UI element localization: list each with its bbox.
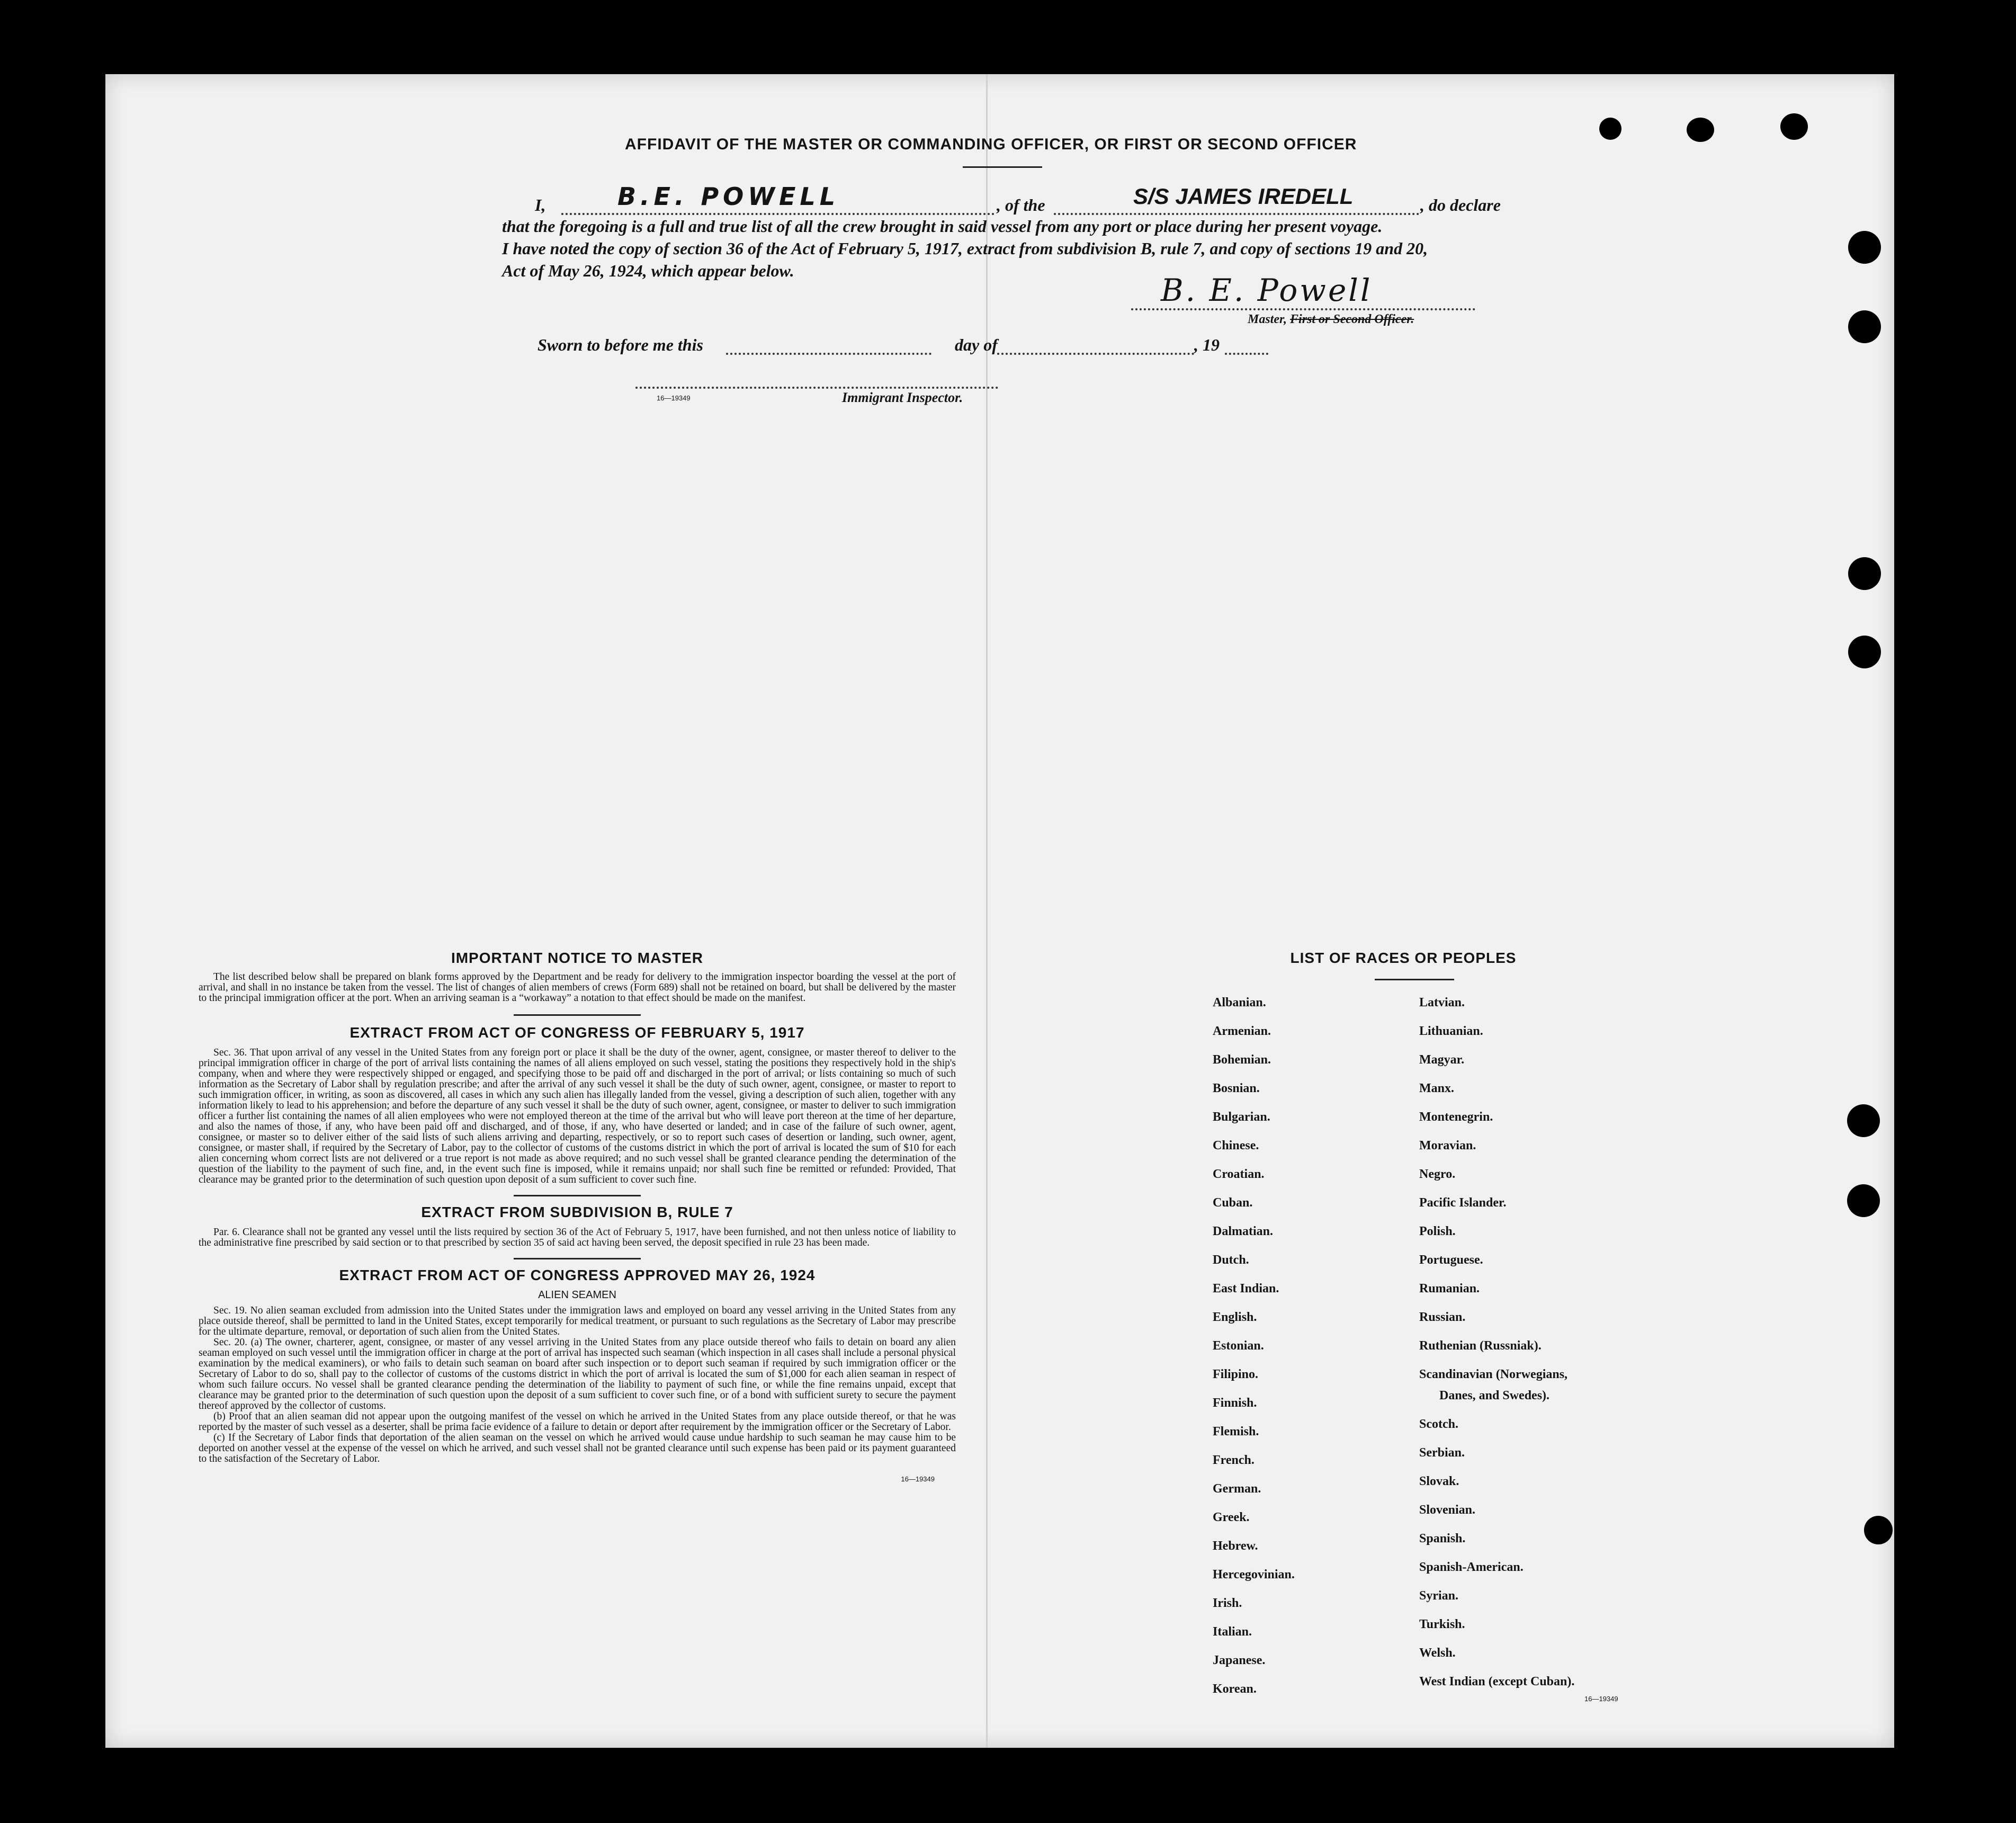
race-item: Italian.: [1213, 1625, 1252, 1639]
sworn-label: Sworn to before me this: [537, 335, 703, 354]
sworn-year-field[interactable]: [1225, 334, 1268, 355]
section-20c-text: (c) If the Secretary of Labor finds that deportation of the alien seaman on the vessel on which he arrived would cause undue hardship to such seaman he may cause him to be deported on another vessel at the expense of the vessel on which he arrived, and such vessel shall not be granted clearance until such expense has been paid or its payment guaranteed to the satisfaction of the Secretary of Labor.: [199, 1432, 956, 1464]
race-item: Serbian.: [1419, 1446, 1465, 1460]
inspector-label: Immigrant Inspector.: [842, 390, 963, 405]
extract-form-number: 16—19349: [901, 1475, 935, 1483]
extract-1917-title: EXTRACT FROM ACT OF CONGRESS OF FEBRUARY 5, 1917: [350, 1024, 805, 1041]
sworn-month-field[interactable]: [997, 334, 1194, 355]
race-item: Hercegovinian.: [1213, 1568, 1295, 1581]
page-fold: [986, 74, 988, 1748]
punch-hole: [1864, 1516, 1893, 1544]
race-item: Pacific Islander.: [1419, 1196, 1507, 1210]
race-item: Scotch.: [1419, 1417, 1458, 1431]
race-item: Greek.: [1213, 1511, 1250, 1524]
officer-name-value: B.E. POWELL: [617, 182, 840, 211]
master-signature-field[interactable]: [1131, 272, 1475, 310]
extract-rule7-title: EXTRACT FROM SUBDIVISION B, RULE 7: [421, 1204, 733, 1220]
race-item: Irish.: [1213, 1596, 1242, 1610]
extract-1924-subtitle: ALIEN SEAMEN: [538, 1289, 616, 1301]
races-title: LIST OF RACES OR PEOPLES: [1290, 950, 1517, 966]
race-item: Spanish-American.: [1419, 1560, 1524, 1574]
punch-hole: [1848, 557, 1881, 590]
divider: [514, 1258, 641, 1259]
punch-hole: [1780, 113, 1808, 140]
race-item: French.: [1213, 1453, 1255, 1467]
race-item: Croatian.: [1213, 1167, 1265, 1181]
race-item: Slovenian.: [1419, 1503, 1476, 1517]
master-label: Master,: [1248, 312, 1287, 326]
master-signature: B. E. Powell: [1161, 272, 1373, 308]
race-item: Slovak.: [1419, 1475, 1459, 1488]
race-item: Latvian.: [1419, 996, 1465, 1009]
notice-text: The list described below shall be prepared on blank forms approved by the Department and be ready for delivery to the immigration inspector boarding the vessel at the port of arrival, and shall in no instance be taken from the vessel. The list of changes of alien members of crews (Form 689) shall not be retained on board, but shall be delivered by the master to the principal immigration officer at the port. When an arriving seaman is a “workaway” a notation to that effect should be made on the manifest.: [199, 971, 956, 1004]
title-underline: [963, 166, 1042, 168]
notices-column: [199, 950, 956, 1483]
vessel-name-field[interactable]: [1054, 182, 1419, 215]
race-item: Turkish.: [1419, 1618, 1465, 1631]
extract-1917-text: Sec. 36. That upon arrival of any vessel in the United States from any foreign port or place it shall be the duty of the owner, agent, consignee, or master thereof to deliver to the principal immigration officer in charge of the port of arrival lists containing the names of all aliens employed on such vessel, stating the positions they respectively hold in the ship's company, when and where they were respectively shipped or engaged, and specifying those to be paid off and discharged in the port of arrival; or lists containing so much of such information as the Secretary of Labor shall by regulation prescribe; and after the arrival of any such vessel it shall be the duty of such owner, agent, consignee, or master to report to such immigration officer, in writing, as soon as discovered, all cases in which any such alien has illegally landed from the vessel, giving a description of such alien, together with any information likely to lead to his apprehension; and before the departure of any such vessel it shall be the duty of such owner, agent, consignee, or master to deliver to such immigration officer a further list containing the names of all alien employees who were not employed thereon at the time of the arrival but who will leave port thereon at the time of her departure, and also the names of those, if any, who have been paid off and discharged, and of those, if any, who have deserted or landed; and in case of the failure of such owner, agent, consignee, or master so to deliver either of the said lists of such aliens arriving and departing, respectively, or so to report such cases of desertion or landing, such owner, agent, consignee, or master shall, if required by the Secretary of Labor, pay to the collector of customs of the customs district in which the port of arrival is located the sum of $10 for each alien concerning whom correct lists are not delivered or a true report is not made as above required; and no such vessel shall be granted clearance pending the determination of the question of the liability to the payment of such fine, and, in the event such fine is imposed, while it remains unpaid; nor shall such fine be remitted or refunded: Provided, That clearance may be granted prior to the determination of such question upon deposit of a sum sufficient to cover such fine.: [199, 1047, 956, 1185]
race-item: Korean.: [1213, 1682, 1257, 1696]
struck-officer-label: First or Second Officer.: [1290, 312, 1414, 326]
race-item: Ruthenian (Russniak).: [1419, 1339, 1542, 1353]
declaration-pronoun: I,: [535, 195, 546, 215]
race-item: East Indian.: [1213, 1282, 1279, 1295]
race-item: Danes, and Swedes).: [1439, 1389, 1550, 1402]
race-item: Spanish.: [1419, 1532, 1466, 1545]
declaration-line-2: that the foregoing is a full and true list of all the crew brought in said vessel from any port or place during her present voyage.: [502, 217, 1383, 236]
inspector-signature-field[interactable]: [635, 381, 998, 389]
race-item: Moravian.: [1419, 1139, 1476, 1152]
affidavit-form-number: 16—19349: [657, 394, 691, 402]
race-item: Dutch.: [1213, 1253, 1249, 1267]
races-form-number: 16—19349: [1584, 1695, 1618, 1703]
document-page: [105, 74, 1894, 1748]
race-item: Japanese.: [1213, 1654, 1266, 1667]
race-item: Portuguese.: [1419, 1253, 1483, 1267]
race-item: Armenian.: [1213, 1024, 1271, 1038]
race-item: Finnish.: [1213, 1396, 1257, 1410]
affidavit-title: AFFIDAVIT OF THE MASTER OR COMMANDING OFFICER, OR FIRST OR SECOND OFFICER: [625, 136, 1357, 153]
races-right-column: [1419, 988, 1574, 1696]
punch-hole: [1848, 636, 1881, 668]
race-item: Filipino.: [1213, 1368, 1259, 1381]
section-20a-text: Sec. 20. (a) The owner, charterer, agent, consignee, or master of any vessel arriving in the United States from any place outside thereof who fails to detain on board any alien seaman employed on such vessel until the immigration officer in charge at the port of arrival has inspected such seaman (which inspection in all cases shall include a personal physical examination by the medical examiners), or who fails to detain such seaman on board after such inspection or to deport such seaman if required by such immigration officer or the Secretary of Labor to do so, shall pay to the collector of customs of the customs district in which the port of arrival is located the sum of $1,000 for each alien seaman in respect of whom such failure occurs. No vessel shall be granted clearance pending the determination of the liability to payment of such fine, or while the fine remains unpaid, except that clearance may be granted prior to the determination of such question upon the deposit of a sum sufficient to cover such fine, or of a bond with sufficient surety to secure the payment thereof approved by the collector of customs.: [199, 1337, 956, 1411]
sworn-day-field[interactable]: [726, 334, 931, 355]
section-19-text: Sec. 19. No alien seaman excluded from admission into the United States under the immigration laws and employed on board any vessel arriving in the United States from any place outside thereof, shall be permitted to land in the United States, except temporarily for medical treatment, or pursuant to such regulations as the Secretary of Labor may prescribe for the ultimate departure, removal, or deportation of such alien from the United States.: [199, 1305, 956, 1337]
divider: [514, 1195, 641, 1196]
race-item: Dalmatian.: [1213, 1225, 1273, 1238]
sworn-line: [537, 334, 1279, 360]
do-declare-label: , do declare: [1420, 195, 1501, 215]
race-item: Albanian.: [1213, 996, 1266, 1009]
day-of-label: day of: [955, 335, 998, 354]
race-item: Hebrew.: [1213, 1539, 1258, 1553]
race-item: Manx.: [1419, 1082, 1454, 1095]
punch-hole: [1847, 1184, 1880, 1217]
declaration-line-1: [535, 182, 1753, 214]
notice-title: IMPORTANT NOTICE TO MASTER: [451, 950, 704, 966]
punch-hole: [1687, 118, 1714, 142]
race-item: Scandinavian (Norwegians,: [1419, 1368, 1568, 1381]
punch-hole: [1848, 231, 1881, 264]
master-title-line: [1248, 312, 1414, 327]
section-20b-text: (b) Proof that an alien seaman did not appear upon the outgoing manifest of the vessel on which he arrived in the United States from any place outside thereof, or that he was reported by the master of such vessel as a deserter, shall be prima facie evidence of a failure to detain or deport after requirement by the immigration officer or the Secretary of Labor.: [199, 1411, 956, 1433]
race-item: Rumanian.: [1419, 1282, 1480, 1295]
races-left-column: [1213, 988, 1295, 1703]
race-item: Welsh.: [1419, 1646, 1456, 1660]
race-item: Bohemian.: [1213, 1053, 1271, 1067]
race-item: Syrian.: [1419, 1589, 1459, 1603]
race-item: Lithuanian.: [1419, 1024, 1483, 1038]
race-item: English.: [1213, 1310, 1257, 1324]
vessel-name-value: S/S JAMES IREDELL: [1133, 184, 1354, 209]
races-title-underline: [1375, 979, 1454, 980]
punch-hole: [1847, 1104, 1880, 1137]
race-item: Cuban.: [1213, 1196, 1253, 1210]
declaration-line-3: I have noted the copy of section 36 of the Act of February 5, 1917, extract from subdivision B, rule 7, and copy of sections 19 and 20,: [502, 239, 1428, 258]
race-item: Estonian.: [1213, 1339, 1264, 1353]
extract-1924-title: EXTRACT FROM ACT OF CONGRESS APPROVED MAY 26, 1924: [339, 1267, 816, 1283]
race-item: Negro.: [1419, 1167, 1456, 1181]
race-item: Magyar.: [1419, 1053, 1465, 1067]
officer-name-field[interactable]: [561, 182, 994, 215]
race-item: Flemish.: [1213, 1425, 1259, 1438]
race-item: German.: [1213, 1482, 1261, 1496]
punch-hole: [1848, 310, 1881, 343]
year-label: , 19: [1194, 335, 1220, 354]
race-item: Russian.: [1419, 1310, 1466, 1324]
declaration-line-4: Act of May 26, 1924, which appear below.: [502, 261, 794, 280]
race-item: Bulgarian.: [1213, 1110, 1270, 1124]
punch-hole: [1599, 118, 1621, 140]
race-item: Montenegrin.: [1419, 1110, 1493, 1124]
of-the-label: , of the: [997, 195, 1045, 215]
divider: [514, 1014, 641, 1016]
race-item: Chinese.: [1213, 1139, 1259, 1152]
race-item: Polish.: [1419, 1225, 1456, 1238]
extract-rule7-text: Par. 6. Clearance shall not be granted any vessel until the lists required by section 36 of the Act of February 5, 1917, have been furnished, and not then unless notice of liability to the administrative fine prescribed by said section or to that prescribed by section 35 of said act having been served, the deposit specified in rule 23 has been made.: [199, 1227, 956, 1248]
race-item: Bosnian.: [1213, 1082, 1260, 1095]
race-item: West Indian (except Cuban).: [1419, 1675, 1575, 1688]
